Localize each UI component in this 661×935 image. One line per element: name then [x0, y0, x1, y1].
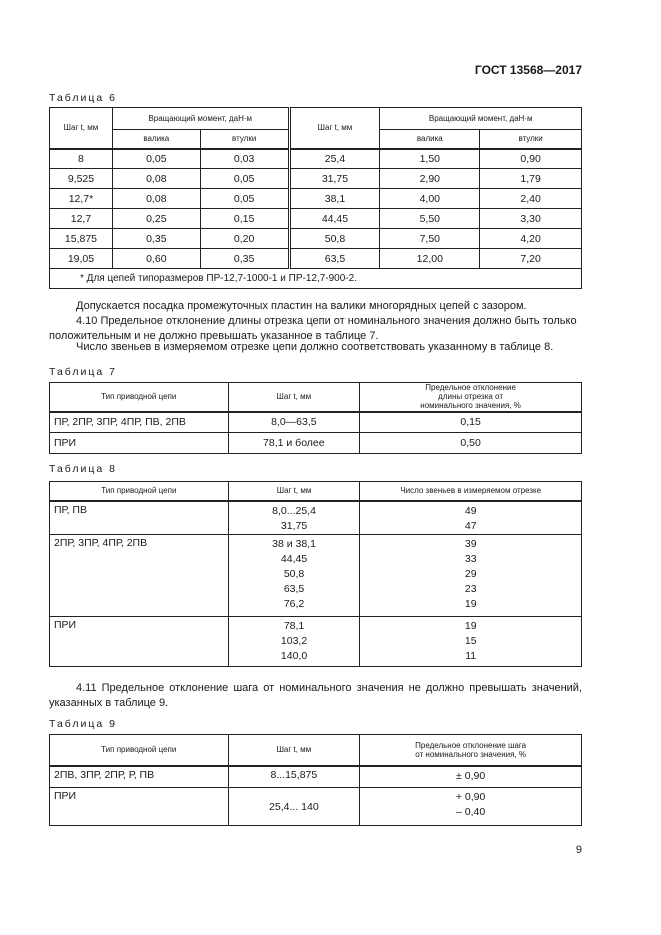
table7-step-header: Шаг t, мм — [228, 383, 360, 412]
cell: 0,25 — [112, 209, 200, 229]
table6-note: * Для цепей типоразмеров ПР-12,7-1000-1 и ПР-12,7-900-2. — [50, 269, 582, 289]
table6-bush-header-2: втулки — [480, 130, 582, 149]
table-row — [50, 617, 582, 667]
table8 — [49, 481, 582, 667]
table-row — [50, 249, 582, 269]
cell: 4,20 — [480, 229, 582, 249]
table8-step-header: Шаг t, мм — [228, 482, 360, 501]
table-row — [50, 535, 582, 617]
table7-type-header: Тип приводной цепи — [50, 383, 229, 412]
cell: 1,50 — [380, 149, 480, 169]
cell: 39 33 29 23 19 — [360, 535, 582, 617]
standard-code: ГОСТ 13568—2017 — [474, 63, 582, 77]
cell: 49 47 — [360, 501, 582, 535]
cell: 63,5 — [289, 249, 380, 269]
table7 — [49, 382, 582, 454]
cell: 25,4... 140 — [228, 788, 360, 826]
table6-shaft-header-2: валика — [380, 130, 480, 149]
cell: 7,50 — [380, 229, 480, 249]
table8-type-header: Тип приводной цепи — [50, 482, 229, 501]
cell: ПРИ — [50, 788, 229, 826]
page-number: 9 — [575, 844, 582, 856]
table9-dev-header: Предельное отклонение шага от номинального значения, % — [360, 735, 582, 766]
cell: ПР, ПВ — [50, 501, 229, 535]
table6-step-header-2: Шаг t, мм — [289, 108, 380, 149]
cell: 12,7* — [50, 189, 113, 209]
table-row — [50, 766, 582, 788]
table-row — [50, 189, 582, 209]
cell: 0,03 — [200, 149, 289, 169]
table6-shaft-header: валика — [112, 130, 200, 149]
cell: 12,00 — [380, 249, 480, 269]
paragraph-4-10: 4.10 Предельное отклонение длины отрезка цепи от номинального значения должно быть только положительным и не должно превышать указанное в таблице 7. — [49, 315, 577, 342]
cell: + 0,90 – 0,40 — [360, 788, 582, 826]
cell: 31,75 — [289, 169, 380, 189]
cell: 12,7 — [50, 209, 113, 229]
table-row — [50, 433, 582, 454]
cell: 50,8 — [289, 229, 380, 249]
cell: ПРИ — [50, 617, 229, 667]
cell: 1,79 — [480, 169, 582, 189]
cell: 7,20 — [480, 249, 582, 269]
cell: 44,45 — [289, 209, 380, 229]
cell: 19 15 11 — [360, 617, 582, 667]
cell: 8,0...25,4 31,75 — [228, 501, 360, 535]
table7-caption: Таблица 7 — [49, 366, 117, 378]
table-row — [50, 229, 582, 249]
cell: 0,20 — [200, 229, 289, 249]
cell: ± 0,90 — [360, 766, 582, 788]
table-row — [50, 501, 582, 535]
cell: 0,05 — [112, 149, 200, 169]
cell: 8,0—63,5 — [228, 412, 360, 433]
table6-moment-header-2: Вращающий момент, даН·м — [380, 108, 582, 130]
table6-step-header: Шаг t, мм — [50, 108, 113, 149]
cell: 0,15 — [360, 412, 582, 433]
table6-bush-header: втулки — [200, 130, 289, 149]
cell: 2ПР, 3ПР, 4ПР, 2ПВ — [50, 535, 229, 617]
cell: 2,40 — [480, 189, 582, 209]
cell: 0,50 — [360, 433, 582, 454]
table9-type-header: Тип приводной цепи — [50, 735, 229, 766]
table7-dev-header: Предельное отклонение длины отрезка от номинального значения, % — [360, 383, 582, 412]
cell: 0,35 — [200, 249, 289, 269]
cell: 2ПВ, 3ПР, 2ПР, Р, ПВ — [50, 766, 229, 788]
cell: 9,525 — [50, 169, 113, 189]
table9 — [49, 734, 582, 826]
cell: 0,08 — [112, 189, 200, 209]
table8-caption: Таблица 8 — [49, 463, 117, 475]
cell: 38,1 — [289, 189, 380, 209]
table6-moment-header: Вращающий момент, даН·м — [112, 108, 289, 130]
table-row — [50, 149, 582, 169]
cell: 0,05 — [200, 169, 289, 189]
table9-step-header: Шаг t, мм — [228, 735, 360, 766]
paragraph-links: Число звеньев в измеряемом отрезке цепи должно соответствовать указанному в таблице 8. — [76, 341, 554, 353]
cell: 78,1 и более — [228, 433, 360, 454]
cell: 4,00 — [380, 189, 480, 209]
cell: 15,875 — [50, 229, 113, 249]
table-row — [50, 788, 582, 826]
table-row — [50, 209, 582, 229]
cell: 0,35 — [112, 229, 200, 249]
table-row — [50, 169, 582, 189]
table9-caption: Таблица 9 — [49, 718, 117, 730]
cell: 3,30 — [480, 209, 582, 229]
table6 — [49, 107, 582, 289]
paragraph-4-11: 4.11 Предельное отклонение шага от номинального значения не должно превышать значений, указанных в таблице 9. — [49, 682, 582, 709]
cell: 0,15 — [200, 209, 289, 229]
cell: ПРИ — [50, 433, 229, 454]
cell: 8 — [50, 149, 113, 169]
cell: 0,60 — [112, 249, 200, 269]
cell: 2,90 — [380, 169, 480, 189]
cell: 0,08 — [112, 169, 200, 189]
cell: 0,05 — [200, 189, 289, 209]
table8-links-header: Число звеньев в измеряемом отрезке — [360, 482, 582, 501]
cell: 78,1 103,2 140,0 — [228, 617, 360, 667]
cell: 0,90 — [480, 149, 582, 169]
table6-caption: Таблица 6 — [49, 92, 117, 104]
table-row — [50, 412, 582, 433]
cell: 38 и 38,1 44,45 50,8 63,5 76,2 — [228, 535, 360, 617]
cell: 5,50 — [380, 209, 480, 229]
cell: 19,05 — [50, 249, 113, 269]
cell: ПР, 2ПР, 3ПР, 4ПР, ПВ, 2ПВ — [50, 412, 229, 433]
paragraph-fit: Допускается посадка промежуточных пластин на валики многорядных цепей с зазором. — [76, 300, 527, 312]
cell: 25,4 — [289, 149, 380, 169]
cell: 8...15,875 — [228, 766, 360, 788]
